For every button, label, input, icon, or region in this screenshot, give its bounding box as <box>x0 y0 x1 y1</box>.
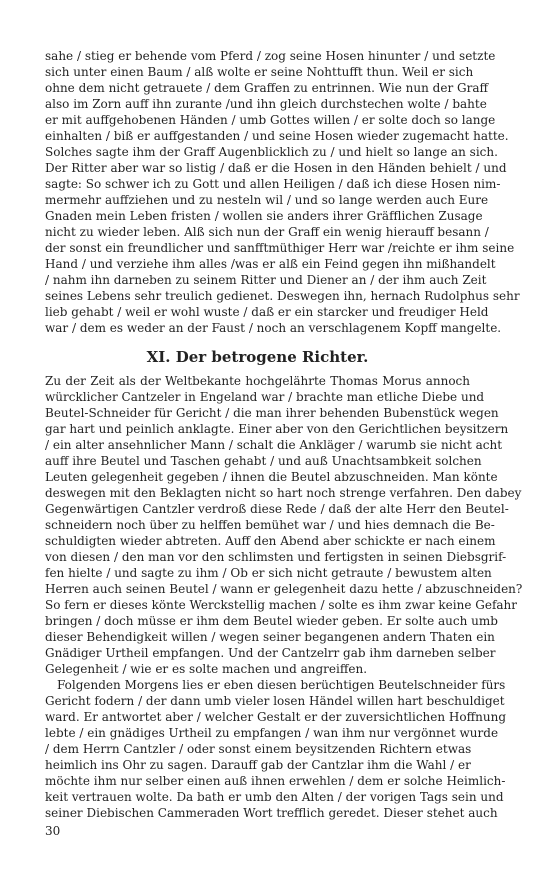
text-line: schuldigten wieder abtreten. Auff den Abend aber schickte er nach einem <box>45 534 496 548</box>
text-line: deswegen mit den Beklagten nicht so hart noch strenge verfahren. Den dabey <box>45 486 522 500</box>
text-line: sahe / stieg er behende vom Pferd / zog seine Hosen hinunter / und setzte <box>45 49 496 63</box>
text-line: Zu der Zeit als der Weltbekante hochgelährte Thomas Morus annoch <box>45 374 470 388</box>
text-line: also im Zorn auff ihn zurante /und ihn gleich durchstechen wolte / bahte <box>45 97 487 111</box>
text-line: sagte: So schwer ich zu Gott und allen Heiligen / daß ich diese Hosen nim- <box>45 177 501 191</box>
text-line: Gegenwärtigen Cantzler verdroß diese Rede / daß der alte Herr den Beutel- <box>45 502 509 516</box>
text-line: auff ihre Beutel und Taschen gehabt / und auß Unachtsambkeit solchen <box>45 454 482 468</box>
page-number: 30 <box>45 824 61 838</box>
text-line: Leuten gelegenheit gegeben / ihnen die Beutel abzuschneiden. Man könte <box>45 470 498 484</box>
text-line: gar hart und peinlich anklagte. Einer aber von den Gerichtlichen beysitzern <box>45 422 509 436</box>
text-line: Herren auch seinen Beutel / wann er gelegenheit dazu hette / abzuschneiden? <box>45 582 523 596</box>
text-line: seines Lebens sehr treulich gedienet. Deswegen ihn, hernach Rudolphus sehr <box>45 289 520 303</box>
text-line: Gericht fodern / der dann umb vieler losen Händel willen hart beschuldiget <box>45 694 505 708</box>
text-line: ward. Er antwortet aber / welcher Gestalt er der zuversichtlichen Hoffnung <box>45 710 507 724</box>
text-line: mermehr auffziehen und zu nesteln wil / und so lange werden auch Eure <box>45 193 489 207</box>
text-line: würcklicher Cantzeler in Engeland war / brachte man etliche Diebe und <box>45 390 485 404</box>
text-line: fen hielte / und sagte zu ihm / Ob er sich nicht getraute / bewustem alten <box>45 566 492 580</box>
text-line: / ein alter ansehnlicher Mann / schalt die Ankläger / warumb sie nicht acht <box>45 438 503 452</box>
text-line: er mit auffgehobenen Händen / umb Gottes willen / er solte doch so lange <box>45 113 496 127</box>
text-line: von diesen / den man vor den schlimsten und fertigsten in seinen Diebsgrif- <box>45 550 507 564</box>
text-line: lebte / ein gnädiges Urtheil zu empfangen / wan ihm nur vergönnet wurde <box>45 726 499 740</box>
text-line: Beutel-Schneider für Gericht / die man ihrer behenden Bubenstück wegen <box>45 406 499 420</box>
text-line: Gelegenheit / wie er es solte machen und angreiffen. <box>45 662 368 676</box>
text-line: Gnaden mein Leben fristen / wollen sie anders ihrer Gräfflichen Zusage <box>45 209 483 223</box>
text-line: / nahm ihn darneben zu seinem Ritter und Diener an / der ihm auch Zeit <box>45 273 487 287</box>
text-line: der sonst ein freundlicher und sanfftmüthiger Herr war /reichte er ihm seine <box>45 241 515 255</box>
text-line: seiner Diebischen Cammeraden Wort trefflich geredet. Dieser stehet auch <box>45 806 498 820</box>
paragraph-following <box>45 677 507 821</box>
text-line: dieser Behendigkeit willen / wegen seiner begangenen andern Thaten ein <box>45 630 495 644</box>
text-line: So fern er dieses könte Werckstellig machen / solte es ihm zwar keine Gefahr <box>45 598 518 612</box>
paragraph-chapter-start <box>45 373 523 677</box>
text-line: Der Ritter aber war so listig / daß er die Hosen in den Händen behielt / und <box>45 161 507 175</box>
text-line: Folgenden Morgens lies er eben diesen berüchtigen Beutelschneider fürs <box>57 678 506 692</box>
text-line: ohne dem nicht getrauete / dem Graffen zu entrinnen. Wie nun der Graff <box>45 81 488 95</box>
text-line: heimlich ins Ohr zu sagen. Darauff gab der Cantzlar ihm die Wahl / er <box>45 758 471 772</box>
paragraph-continued <box>45 48 520 336</box>
text-line: möchte ihm nur selber einen auß ihnen erwehlen / dem er solche Heimlich- <box>45 774 506 788</box>
chapter-heading: XI. Der betrogene Richter. <box>146 348 369 366</box>
text-line: Gnädiger Urtheil empfangen. Und der Cantzelrr gab ihm darneben selber <box>45 646 496 660</box>
text-line: einhalten / biß er auffgestanden / und seine Hosen wieder zugemacht hatte. <box>45 129 509 143</box>
text-line: bringen / doch müsse er ihm dem Beutel wieder geben. Er solte auch umb <box>45 614 498 628</box>
text-line: nicht zu wieder leben. Alß sich nun der Graff ein wenig hierauff besann / <box>45 225 489 239</box>
text-line: sich unter einen Baum / alß wolte er seine Nohttufft thun. Weil er sich <box>45 65 474 79</box>
text-line: / dem Herrn Cantzler / oder sonst einem beysitzenden Richtern etwas <box>45 742 472 756</box>
text-line: Hand / und verziehe ihm alles /was er alß ein Feind gegen ihn mißhandelt <box>45 257 496 271</box>
text-line: Solches sagte ihm der Graff Augenblicklich zu / und hielt so lange an sich. <box>45 145 498 159</box>
text-line: war / dem es weder an der Faust / noch an verschlagenem Kopff mangelte. <box>45 321 502 335</box>
text-line: schneidern noch über zu helffen bemühet war / und hies demnach die Be- <box>45 518 495 532</box>
text-line: keit vertrauen wolte. Da bath er umb den Alten / der vorigen Tags sein und <box>45 790 504 804</box>
text-line: lieb gehabt / weil er wohl wuste / daß er ein starcker und freudiger Held <box>45 305 489 319</box>
